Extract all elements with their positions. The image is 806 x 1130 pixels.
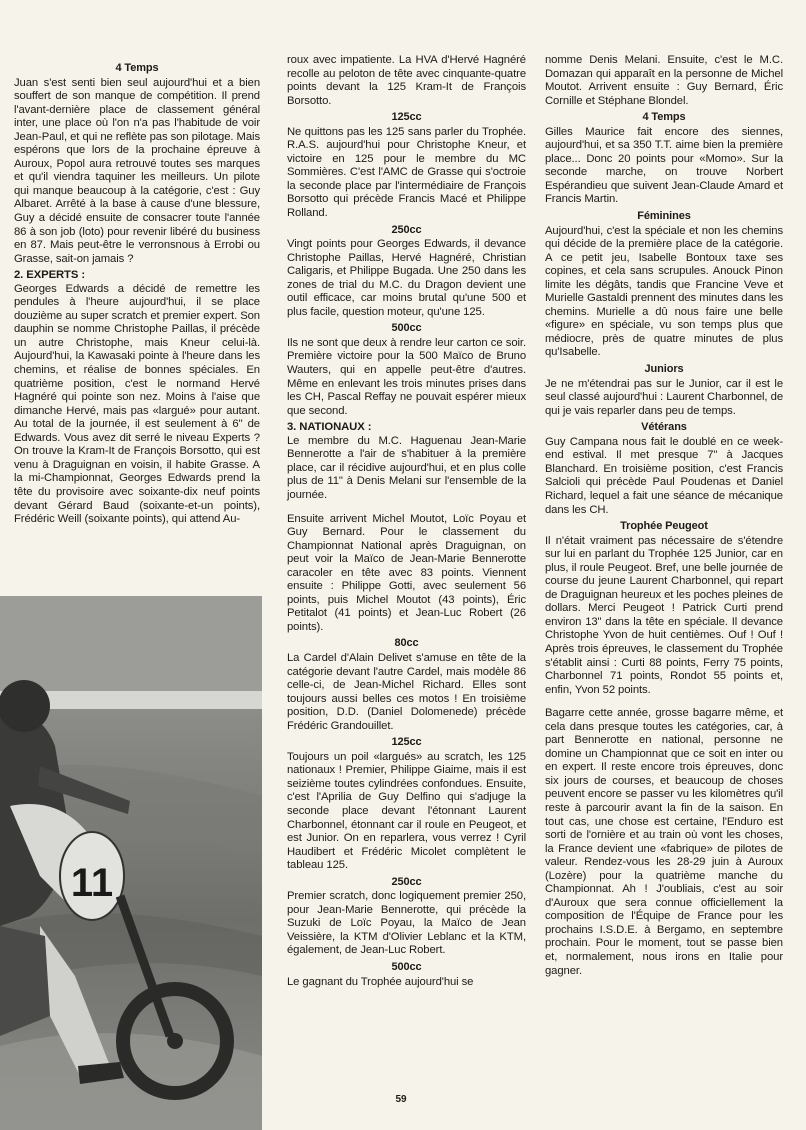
section-heading-125cc-nationaux: 125cc: [391, 736, 422, 749]
section-heading-250cc-nationaux: 250cc: [391, 875, 422, 888]
section-heading-juniors: Juniors: [644, 363, 684, 376]
number-plate-label: 11: [70, 861, 114, 905]
article-column-2: [287, 54, 526, 989]
paragraph: Premier scratch, donc logiquement premier 250, pour Jean-Marie Bennerotte, qui précède la Suzuki de Loïc Poyau, la Maïco de Jean Veissière, la KTM d'Olivier Leblanc et la KTM, également, de Jean-Luc Robert.: [287, 890, 526, 957]
photo-graphic: [0, 596, 262, 1130]
section-heading-80cc: 80cc: [394, 637, 419, 650]
paragraph: Georges Edwards a décidé de remettre les pendules à l'heure aujourd'hui, il se place douzième au super scratch et premier expert. Son dauphin se nomme Christophe Paillas, il précède un autre Christophe, mais Kneur celui-là. Aujourd'hui, la Kawasaki pointe à l'heure dans les chemins, et réalise de bonnes spéciales. En quatrième position, c'est le normand Hervé Hagnéré qui pointe son nez. Moins à l'aise que dimanche Hervé, mais pas «largué» pour autant. Au total de la journée, il est seulement à 6" de Edwards. Vous avez dit serré le niveau Experts ? On trouve la Kram-It de François Borsotto, qui est venu à Draguignan en voisin, il habite Grasse. A la mi-Championnat, Georges Edwards prend la tête du provisoire avec soixante-dix neuf points devant Gérard Baud (soixante-et-un points), Frédéric Weill (soixante points), qui attend Au-: [14, 282, 260, 526]
paragraph: Gilles Maurice fait encore des siennes, aujourd'hui, et sa 350 T.T. aime bien la première place... Donc 20 points pour «Momo». Sur la seconde marche, on trouve Norbert Espérandieu que suivent Jean-Claude Amard et Francis Martin.: [545, 125, 783, 206]
enduro-rider-photo: [0, 596, 262, 1130]
section-heading-4-temps-nationaux: 4 Temps: [642, 111, 686, 124]
section-heading-500cc-nationaux: 500cc: [391, 961, 422, 973]
section-heading-500cc: 500cc: [391, 322, 422, 335]
paragraph: Le membre du M.C. Haguenau Jean-Marie Bennerotte a l'air de s'habituer à la première place, car il récidive aujourd'hui, et en plus colle plus de 11" à Denis Melani sur l'ensemble de la journée.: [287, 434, 526, 501]
paragraph: Il n'était vraiment pas nécessaire de s'étendre sur lui en parlant du Trophée 125 Junior, car en plus, il roule Peugeot. Bref, une belle journée de course du jeune Laurent Charbonnel, qui repart de Draguignan heureux et les poches pleines de dollars. Merci Peugeot ! Patrick Curti prend environ 13" dans la tête en spéciale. Il devance Christophe Yvon de huit centièmes. Ouf ! Ouf ! Après trois épreuves, le classement du Trophée s'établit ainsi : Curti 88 points, Ferry 75 points, Charbonnel 71 points, Rondot 55 points et, enfin, Yvon 52 points.: [545, 534, 783, 696]
paragraph: nomme Denis Melani. Ensuite, c'est le M.C. Domazan qui apparaît en la personne de Michel Moutot. Arrivent ensuite : Guy Bernard, Éric Cornille et Stéphane Blondel.: [545, 54, 783, 107]
page-number: 59: [395, 1094, 407, 1105]
article-column-3: [545, 54, 783, 978]
paragraph: Aujourd'hui, c'est la spéciale et non les chemins qui décide de la première place de la catégorie. A ce petit jeu, Isabelle Bontoux taxe ses copines, et cela sans scrupules. Anouck Pinon limite les dégâts, tandis que Francine Veve et Murielle Gastaldi prennent des minutes dans les chemins. Murielle a dû nous faire une belle «figure» en spéciale, vu son temps plus que médiocre, près de quatre minutes de plus qu'Isabelle.: [545, 224, 783, 359]
paragraph: Juan s'est senti bien seul aujourd'hui et a bien souffert de son manque de compétition. Il prend l'avant-dernière place de classement général inter, une place où l'on n'a pas l'habitude de voir Jean-Paul, et qui ne reflète pas son pilotage. Mais espérons que lors de la prochaine épreuve à Auroux, Popol aura retrouvé toutes ses marques et qu'il viendra taquiner les meilleurs. Un pilote qui manque beaucoup à la catégorie, c'est : Guy Albaret. Arrêté à la base à cause d'une blessure, Guy a décidé ensuite de consacrer toute l'année 86 à son job (loto) pour revenir libéré du business en 87. Mais peut-être le verronsnous à Errobi ou Grasse, sait-on jamais ?: [14, 76, 260, 265]
paragraph: Toujours un poil «largués» au scratch, les 125 nationaux ! Premier, Philippe Giaime, mais il est seizième toutes cylindrées confondues. Ensuite, c'est l'Aprilia de Guy Delfino qui s'adjuge la seconde place devant l'étonnant Laurent Charbonnel, étonnant car il roule en Peugeot, et est Junior. On en reparlera, vous verrez ! Cyril Haudibert et Frédéric Micolet complètent le tableau 125.: [287, 750, 526, 872]
section-heading-4-temps: 4 Temps: [115, 62, 159, 74]
paragraph: Ne quittons pas les 125 sans parler du Trophée. R.A.S. aujourd'hui pour Christophe Kneur, et victoire en 125 pour le membre du MC Sommières. C'est l'AMC de Grasse qui s'octroie la seconde place par l'intermédiaire de François Borsotto qui précède Francis Macé et Philippe Rolland.: [287, 125, 526, 220]
paragraph: Vingt points pour Georges Edwards, il devance Christophe Paillas, Hervé Hagnéré, Christian Caligaris, et Philippe Bugada. Une 250 dans les zones de trial du M.C. du Dragon devient une outil efficace, car moins brutal qu'une 500 et plus facile, question moteur, qu'une 125.: [287, 238, 526, 318]
section-heading-veterans: Vétérans: [641, 421, 687, 434]
paragraph: Guy Campana nous fait le doublé en ce week-end estival. Il met presque 7" à Jacques Blanchard. En troisième position, c'est Francis Salcioli qui précède Paul Poudenas et Daniel Richard, lequel a fait une séance de mécanique dans les CH.: [545, 435, 783, 516]
paragraph: Ils ne sont que deux à rendre leur carton ce soir. Première victoire pour la 500 Maïco de Bruno Wauters, qui en appelle peut-être d'autres. Même en enlevant les trois minutes prises dans les CH, Pascal Reffay ne pouvait espérer mieux que second.: [287, 336, 526, 417]
section-heading-nationaux: 3. NATIONAUX :: [287, 421, 372, 434]
section-heading-250cc: 250cc: [391, 223, 422, 236]
paragraph: Je ne m'étendrai pas sur le Junior, car il est le seul classé aujourd'hui : Laurent Charbonnel, de qui je vais reparler dans peu de temps.: [545, 377, 783, 417]
paragraph: Ensuite arrivent Michel Moutot, Loïc Poyau et Guy Bernard. Pour le classement du Championnat National après Draguignan, on peut voir la Maïco de Jean-Marie Bennerotte caracoler en tête avec 83 points. Viennent ensuite : Philippe Gotti, avec seulement 56 points, puis Michel Moutot (43 points), Éric Petitalot (41 points) et Jean-Luc Robert (26 points).: [287, 512, 526, 633]
section-heading-experts: 2. EXPERTS :: [14, 269, 85, 282]
paragraph: La Cardel d'Alain Delivet s'amuse en tête de la catégorie devant l'autre Cardel, mais modèle 86 celle-ci, de Jean-Michel Richard. Elles sont toujours aussi belles ces motos ! En troisième position, D.D. (Daniel Dolomenede) précède Frédéric Grandouillet.: [287, 651, 526, 732]
paragraph: Le gagnant du Trophée aujourd'hui se: [287, 975, 474, 988]
section-heading-trophee-peugeot: Trophée Peugeot: [620, 520, 708, 533]
paragraph: Bagarre cette année, grosse bagarre même, et cela dans presque toutes les catégories, car, à part Bennerotte en national, personne ne domine un Championnat que ce soit en inter ou en expert. Il reste encore trois épreuves, donc six jours de courses, et beaucoup de choses peuvent encore se passer vu les kilomètres qu'il reste à parcourir avant la fin de la saison. En tout cas, une chose est certaine, l'Enduro est sorti de l'ornière et au train où vont les choses, la France devient une «fabrique» de pilotes de valeur. Rendez-vous les 28-29 juin à Auroux (Lozère) pour la quatrième manche du Championnat. Ah ! J'oubliais, c'est au soir d'Auroux que sera connue officiellement la composition de l'Équipe de France pour les prochains I.S.D.E. à Bergamo, en septembre prochain. Pour le moment, tout se passe bien et, normalement, nous irons en Italie pour gagner.: [545, 707, 783, 977]
paragraph: roux avec impatiente. La HVA d'Hervé Hagnéré recolle au peloton de tête avec cinquante-quatre points devant la 125 Kram-It de François Borsotto.: [287, 54, 526, 107]
article-column-1: [14, 62, 260, 527]
section-heading-feminines: Féminines: [637, 210, 691, 223]
section-heading-125cc: 125cc: [391, 111, 422, 124]
